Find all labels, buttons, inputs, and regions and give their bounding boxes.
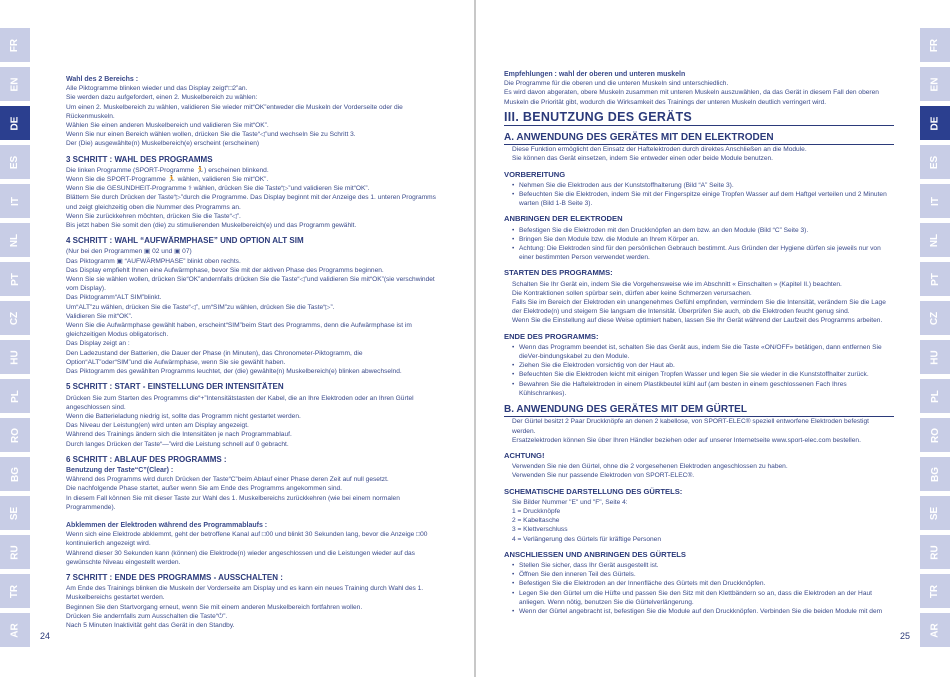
language-tabs-right (920, 28, 950, 652)
schema-line: 4 = Verlängerung des Gürtels für kräftige Personen (512, 535, 661, 543)
step4-line: Das Piktogramm“ALT SIM”blinkt. (66, 294, 162, 302)
step5-line: Wenn die Batterieladung niedrig ist, sollte das Programm nicht gestartet werden. (66, 412, 301, 420)
step3-title: 3 SCHRITT : WAHL DES PROGRAMMS (66, 154, 213, 164)
warn-line: Verwenden Sie nur passende Elektroden von SPORT-ELEC®. (512, 472, 695, 480)
page-number-left: 24 (40, 631, 51, 641)
intro-line: Um einen 2. Muskelbereich zu wählen, validieren Sie wieder mit“OK”entweder die Muskeln der Vorderseite oder die Rückenmuskeln. (66, 103, 403, 120)
lang-tab-bg[interactable]: BG (0, 457, 30, 491)
lang-tab-pt[interactable]: PT (920, 262, 950, 296)
start-line: Die Kontraktionen sollen spürbar sein, dürfen aber keine Schmerzen verursachen. (512, 289, 752, 297)
recommend-title: Empfehlungen : wahl der oberen und unteren muskeln (504, 71, 686, 78)
section-title: III. BENUTZUNG DES GERÄTS (504, 113, 894, 126)
intro-line: Alle Piktogramme blinken wieder und das Display zeigt“□2”an. (66, 85, 248, 93)
step7-line: Beginnen Sie den Startvorgang erneut, wenn Sie mit einem anderen Muskelbereich fortfahren wollen. (66, 603, 363, 611)
chapter-b-intro: Der Gürtel besitzt 2 Paar Druckknöpfe an denen 2 kabellose, von SPORT-ELEC® speziell entworfene Elektroden befestigt werden. (512, 418, 869, 435)
detach-line: Wenn sich eine Elektrode abklemmt, geht der betroffene Kanal auf □00 und blinkt 30 Sekunden lang, bevor die Anzeige □00 kontinuierlich angezeigt wird. (66, 531, 428, 548)
step4-line: Um“ALT”zu wählen, drücken Sie die Taste“◁”, um“SIM”zu wählen, drücken Sie die Taste“▷”. (66, 303, 335, 311)
attach-item: • Bringen Sie den Module bzw. die Module an Ihrem Körper an. (512, 235, 894, 244)
lang-tab-ro[interactable]: RO (0, 418, 30, 452)
chapter-a-title: A. ANWENDUNG DES GERÄTES MIT DEN ELEKTRODEN (504, 133, 894, 145)
intro-line: Wenn Sie nur einen Bereich wählen wollen, drücken Sie die Taste“◁”und wechseln Sie zu Schritt 3. (66, 131, 356, 139)
step3-line: Die linken Programme (SPORT-Programme 🏃) erscheinen blinkend. (66, 166, 269, 174)
end-title: ENDE DES PROGRAMMS: (504, 331, 599, 341)
clear-line: Während des Programms wird durch Drücken der Taste“C”beim Ablauf einer Phase deren Zeit auf null gesetzt. (66, 476, 389, 484)
step3-line: Wenn Sie die GESUNDHEIT-Programme ⚕ wählen, drücken Sie die Taste“▷”und validieren Sie mit“OK”. (66, 185, 370, 193)
step3-line: Wenn Sie zurückkehren möchten, drücken Sie die Taste“◁”. (66, 212, 241, 220)
lang-tab-it[interactable]: IT (920, 184, 950, 218)
lang-tab-pl[interactable]: PL (0, 379, 30, 413)
end-item: • Ziehen Sie die Elektroden vorsichtig von der Haut ab. (512, 361, 894, 370)
step4-line: Den Ladezustand der Batterien, die Dauer der Phase (in Minuten), das Chronometer-Piktogramm, die Option“ALT”oder“SIM”und die Aufwärmphase, wenn Sie sie gewählt haben. (66, 349, 363, 366)
lang-tab-se[interactable]: SE (920, 496, 950, 530)
lang-tab-ar[interactable]: AR (920, 613, 950, 647)
step4-line: Wenn Sie sie wählen wollen, drücken Sie“OK”andernfalls drücken Sie die Taste“◁”und validieren Sie mit“OK”(sie verschwindet vom Display). (66, 276, 435, 293)
warn-line: Verwenden Sie nie den Gürtel, ohne die 2 vorgesehenen Elektroden angeschlossen zu haben. (512, 463, 788, 471)
lang-tab-cz[interactable]: CZ (920, 301, 950, 335)
schema-line: 2 = Kabeltasche (512, 517, 560, 525)
right-content (504, 70, 894, 616)
clear-line: In diesem Fall können Sie mit dieser Taste zur Wahl des 1. Muskelbereichs zurückkehren (wie bei einem normalen Programmende). (66, 494, 400, 511)
end-item: • Bewahren Sie die Haftelektroden in einem Plastikbeutel kühl auf (am besten in einem geschlossenen Fach Ihres Kühlschrankes). (512, 380, 894, 398)
clear-line: Die nachfolgende Phase startet, außer wenn Sie am Ende des Programms angekommen sind. (66, 485, 342, 493)
connect-item: • Öffnen Sie den inneren Teil des Gürtels. (512, 570, 894, 579)
step7-title: 7 SCHRITT : ENDE DES PROGRAMMS - AUSSCHALTEN : (66, 572, 283, 582)
left-content (66, 70, 438, 630)
step5-line: Das Niveau der Leistung(en) wird unten am Display angezeigt. (66, 422, 249, 430)
intro-title: Wahl des 2 Bereichs : (66, 76, 139, 83)
warn-title: ACHTUNG! (504, 450, 545, 460)
step5-line: Durch langes Drücken der Taste“—”wird die Leistung schnell auf 0 gebracht. (66, 440, 289, 448)
start-line: Wenn Sie die Einstellung auf diese Weise optimiert haben, lassen Sie Ihr Gerät während der Laufzeit des Programms arbeiten. (512, 317, 883, 325)
schema-line: Sie Bilder Nummer "E" und "F", Seite 4: (512, 498, 628, 506)
step4-line: (Nur bei den Programmen ▣ 02 und ▣ 07) (66, 248, 192, 256)
step7-line: Drücken Sie andernfalls zum Ausschalten die Taste“⏻”. (66, 612, 228, 620)
lang-tab-tr[interactable]: TR (920, 574, 950, 608)
schema-title: SCHEMATISCHE DARSTELLUNG DES GÜRTELS: (504, 486, 683, 496)
connect-item: • Wenn der Gürtel angebracht ist, befestigen Sie die Module auf den Druckknöpfen. Verbinden Sie die beiden Module mit dem (512, 607, 894, 616)
lang-tab-bg[interactable]: BG (920, 457, 950, 491)
chapter-b-title: B. ANWENDUNG DES GERÄTES MIT DEM GÜRTEL (504, 405, 894, 417)
lang-tab-pt[interactable]: PT (0, 262, 30, 296)
lang-tab-pl[interactable]: PL (920, 379, 950, 413)
intro-line: Sie werden dazu aufgefordert, einen 2. Muskelbereich zu wählen: (66, 94, 258, 102)
step4-line: Das Display empfiehlt Ihnen eine Aufwärmphase, bevor Sie mit der aktiven Phase des Programms beginnen. (66, 266, 384, 274)
lang-tab-ro[interactable]: RO (920, 418, 950, 452)
intro-line: Der (Die) ausgewählte(n) Muskelbereich(e) erscheint (erscheinen) (66, 140, 260, 148)
end-item: • Befeuchten Sie die Elektroden leicht mit einigen Tropfen Wasser und legen Sie sie wieder in die Kunststoffhalter zurück. (512, 370, 894, 379)
attach-item: • Achtung: Die Elektroden sind für den persönlichen Gebrauch bestimmt. Aus Gründen der Hygiene dürfen sie jeweils nur von einer bestimmten Person verwendet werden. (512, 244, 894, 262)
prep-title: VORBEREITUNG (504, 169, 566, 179)
step5-line: Drücken Sie zum Starten des Programms die“+”Intensitätstasten der Kabel, die an Ihre Elektroden oder an Ihren Gürtel angeschlossen sind. (66, 394, 414, 411)
left-page (0, 0, 474, 677)
lang-tab-ru[interactable]: RU (920, 535, 950, 569)
end-item: • Wenn das Programm beendet ist, schalten Sie das Gerät aus, indem Sie die Taste «ON/OFF» betätigen, dann entfernen Sie dieVer-bindungskabel zu den Module. (512, 343, 894, 361)
connect-title: ANSCHLIESSEN UND ANBRINGEN DES GÜRTELS (504, 549, 686, 559)
clear-title: Benutzung der Taste“C”(Clear) : (66, 466, 174, 474)
detach-line: Während dieser 30 Sekunden kann (können) die Elektrode(n) wieder angeschlossen und die Leistungen wieder auf das gewünschte Niveau eingestellt werden. (66, 549, 415, 566)
lang-tab-es[interactable]: ES (0, 145, 30, 179)
start-line: Schalten Sie Ihr Gerät ein, indem Sie die Vorgehensweise wie im Abschnitt « Einschalten » (Kapitel II.) beachten. (512, 280, 842, 288)
lang-tab-en[interactable]: EN (920, 67, 950, 101)
lang-tab-cz[interactable]: CZ (0, 301, 30, 335)
lang-tab-de[interactable]: DE (0, 106, 30, 140)
right-page (476, 0, 950, 677)
lang-tab-hu[interactable]: HU (920, 340, 950, 374)
schema-line: 1 = Druckknöpfe (512, 507, 561, 515)
step4-line: Das Piktogramm des gewählten Programms leuchtet, der (die) gewählte(n) Muskelbereich(e) blinken abwechselnd. (66, 368, 402, 376)
lang-tab-de[interactable]: DE (920, 106, 950, 140)
step4-title: 4 SCHRITT : WAHL “AUFWÄRMPHASE” UND OPTION ALT SIM (66, 236, 304, 246)
chapter-a-intro: Sie können das Gerät einsetzen, indem Sie entweder einen oder beide Module benutzen. (512, 155, 773, 163)
step5-title: 5 SCHRITT : START - EINSTELLUNG DER INTENSITÄTEN (66, 382, 284, 392)
lang-tab-es[interactable]: ES (920, 145, 950, 179)
lang-tab-fr[interactable]: FR (0, 28, 30, 62)
connect-item: • Befestigen Sie die Elektroden an der Innenfläche des Gürtels mit den Druckknöpfen. (512, 579, 894, 588)
step4-line: Das Piktogramm ▣ “AUFWÄRMPHASE” blinkt oben rechts. (66, 257, 241, 265)
chapter-b-intro: Ersatzelektroden können Sie über Ihren Händler beziehen oder auf unserer Internetseite www.sport-elec.com bestellen. (512, 436, 861, 444)
connect-item: • Legen Sie den Gürtel um die Hüfte und passen Sie den Sitz mit den Klettbändern so an, dass die Elektroden an der Haut anliegen. Wenn nötig, benutzen Sie die Gürtelverlängerung. (512, 589, 894, 607)
connect-item: • Stellen Sie sicher, dass Ihr Gerät ausgestellt ist. (512, 561, 894, 570)
lang-tab-fr[interactable]: FR (920, 28, 950, 62)
step4-line: Wenn Sie die Aufwärmphase gewählt haben, erscheint“SIM”beim Start des Programms, denn die Aufwärmphase ist im gleichzeitigen Modus obligatorisch. (66, 322, 412, 339)
lang-tab-ar[interactable]: AR (0, 613, 30, 647)
lang-tab-nl[interactable]: NL (920, 223, 950, 257)
lang-tab-en[interactable]: EN (0, 67, 30, 101)
lang-tab-tr[interactable]: TR (0, 574, 30, 608)
step5-line: Während des Trainings ändern sich die Intensitäten je nach Programmablauf. (66, 431, 292, 439)
recommend-line: Es wird davon abgeraten, obere Muskeln zusammen mit unteren Muskeln auszuwählen, da das Gerät in diesem Fall den oberen Muskeln die Priorität gibt, wodurch die Wirksamkeit des Trainings der unteren Muskeln deutlich verringert wird. (504, 89, 879, 106)
step6-title: 6 SCHRITT : ABLAUF DES PROGRAMMS : (66, 454, 227, 464)
step3-line: Wenn Sie die SPORT-Programme 🏃 wählen, validieren Sie mit“OK”. (66, 176, 269, 184)
step3-line: Blättern Sie durch Drücken der Taste“▷”durch die Programme. Das Display beginnt mit der Anzeige des 1. unteren Programms und zeigt gleichzeitig oben die Nummer des Programms an. (66, 194, 436, 211)
language-tabs-left (0, 28, 30, 652)
recommend-line: Die Programme für die oberen und die unteren Muskeln sind unterschiedlich. (504, 80, 729, 88)
start-line: Falls Sie im Bereich der Elektroden ein unangenehmes Gefühl empfinden, vermindern Sie die Intensität, verändern Sie die Lage der Elektrode(n) und steigern Sie langsam die Intensität. Überprüfen Sie auch, ob die Elektroden feucht genug sind. (512, 299, 886, 316)
page-number-right: 25 (899, 631, 910, 641)
intro-line: Wählen Sie einen anderen Muskelbereich und validieren Sie mit“OK”. (66, 122, 269, 130)
attach-title: ANBRINGEN DER ELEKTRODEN (504, 214, 623, 224)
attach-item: • Befestigen Sie die Elektroden mit den Druckknöpfen an dem bzw. an den Module (Bild “C” Seite 3). (512, 226, 894, 235)
prep-item: • Nehmen Sie die Elektroden aus der Kunststoffhalterung (Bild “A” Seite 3). (512, 181, 894, 190)
lang-tab-ru[interactable]: RU (0, 535, 30, 569)
lang-tab-hu[interactable]: HU (0, 340, 30, 374)
schema-line: 3 = Klettverschluss (512, 526, 568, 534)
step7-line: Nach 5 Minuten Inaktivität geht das Gerät in den Standby. (66, 621, 235, 629)
lang-tab-it[interactable]: IT (0, 184, 30, 218)
step7-line: Am Ende des Trainings blinken die Muskeln der Vorderseite am Display und es kann ein neues Training durch Wahl des 1. Muskelbereichs gestartet werden. (66, 585, 424, 602)
detach-title: Abklemmen der Elektroden während des Programmablaufs : (66, 521, 268, 529)
chapter-a-intro: Diese Funktion ermöglicht den Einsatz der Haftelektroden durch direktes Anschließen an die Module. (512, 146, 807, 154)
start-title: STARTEN DES PROGRAMMS: (504, 268, 613, 278)
prep-item: • Befeuchten Sie die Elektroden, indem Sie mit der Fingerspitze einige Tropfen Wasser auf dem Haftgel verteilen und 2 Minuten warten (Bild 1-B Seite 3). (512, 190, 894, 208)
step4-line: Das Display zeigt an : (66, 340, 130, 348)
step4-line: Validieren Sie mit“OK”. (66, 312, 133, 320)
lang-tab-nl[interactable]: NL (0, 223, 30, 257)
lang-tab-se[interactable]: SE (0, 496, 30, 530)
step3-line: Bis jetzt haben Sie somit den (die) zu stimulierenden Muskelbereich(e) und das Programm gewählt. (66, 222, 357, 230)
